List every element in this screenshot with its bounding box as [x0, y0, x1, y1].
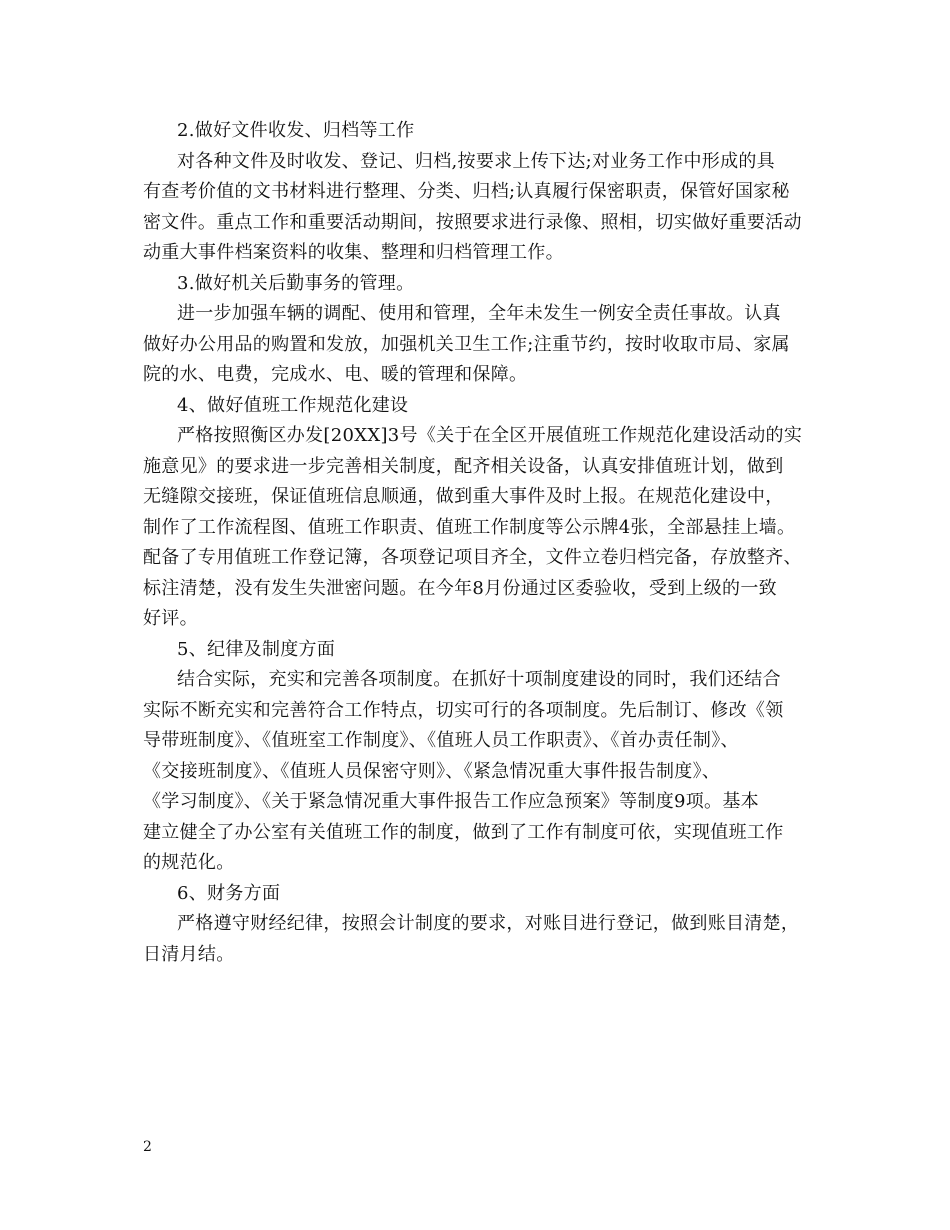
paragraph-line: 动重大事件档案资料的收集、整理和归档管理工作。: [143, 242, 564, 263]
paragraph-line: 日清月结。: [143, 943, 235, 965]
paragraph-line: 导带班制度》、《值班室工作制度》、《值班人员工作职责》、《首办责任制》、: [143, 730, 739, 751]
paragraph-line: 实际不断充实和完善符合工作特点，切实可行的各项制度。先后制订、修改《领: [143, 699, 784, 721]
paragraph-first-line: 4、做好值班工作规范化建设: [177, 394, 409, 416]
paragraph-line: 有查考价值的文书材料进行整理、分类、归档;认真履行保密职责，保管好国家秘: [143, 181, 790, 202]
paragraph-first-line: 5、纪律及制度方面: [177, 638, 336, 660]
paragraph-line: 《学习制度》、《关于紧急情况重大事件报告工作应急预案》等制度9项。基本: [143, 791, 759, 812]
paragraph-first-line: 对各种文件及时收发、登记、归档,按要求上传下达;对业务工作中形成的具: [177, 150, 775, 172]
paragraph-line: 做好办公用品的购置和发放，加强机关卫生工作;注重节约，按时收取市局、家属: [143, 333, 790, 355]
paragraph-line: 《交接班制度》、《值班人员保密守则》、《紧急情况重大事件报告制度》、: [143, 760, 721, 782]
paragraph-first-line: 结合实际，充实和完善各项制度。在抓好十项制度建设的同时，我们还结合: [177, 669, 781, 690]
paragraph-line: 密文件。重点工作和重要活动期间，按照要求进行录像、照相，切实做好重要活动: [143, 211, 802, 233]
page-number: 2: [143, 1139, 152, 1155]
paragraph-line: 配备了专用值班工作登记簿，各项登记项目齐全，文件立卷归档完备，存放整齐、: [143, 547, 802, 568]
document-body: [143, 116, 808, 970]
paragraph-line: 施意见》的要求进一步完善相关制度，配齐相关设备，认真安排值班计划，做到: [143, 455, 784, 477]
paragraph-first-line: 进一步加强车辆的调配、使用和管理，全年未发生一例安全责任事故。认真: [177, 303, 781, 324]
paragraph-first-line: 6、财务方面: [177, 882, 281, 904]
paragraph-first-line: 严格遵守财经纪律，按照会计制度的要求，对账目进行登记，做到账目清楚，: [177, 913, 800, 934]
paragraph-line: 无缝隙交接班，保证值班信息顺通，做到重大事件及时上报。在规范化建设中，: [143, 486, 784, 507]
paragraph-line: 好评。: [143, 608, 198, 629]
paragraph-line: 标注清楚，没有发生失泄密问题。在今年8月份通过区委验收，受到上级的一致: [143, 577, 777, 599]
paragraph-first-line: 严格按照衡区办发[20XX]3号《关于在全区开展值班工作规范化建设活动的实: [177, 425, 803, 446]
paragraph-line: 的规范化。: [143, 852, 235, 873]
paragraph-first-line: 3.做好机关后勤事务的管理。: [177, 272, 415, 294]
paragraph-line: 院的水、电费，完成水、电、暖的管理和保障。: [143, 364, 528, 385]
paragraph-line: 制作了工作流程图、值班工作职责、值班工作制度等公示牌4张，全部悬挂上墙。: [143, 516, 796, 538]
paragraph-first-line: 2.做好文件收发、归档等工作: [177, 120, 415, 141]
paragraph-line: 建立健全了办公室有关值班工作的制度，做到了工作有制度可依，实现值班工作: [143, 821, 784, 843]
